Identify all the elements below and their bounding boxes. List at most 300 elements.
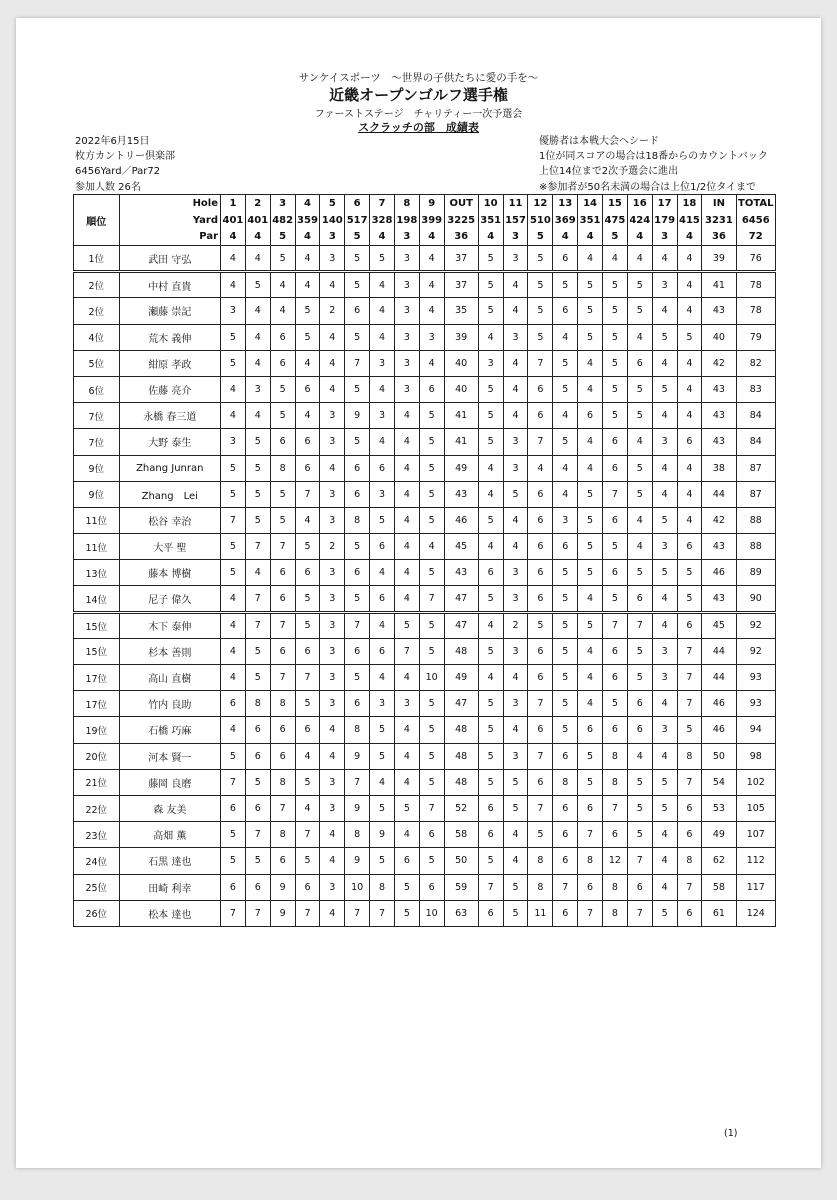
rank-header: 順位	[74, 195, 120, 246]
hole-score: 6	[602, 429, 627, 455]
hole-yardage: 359	[295, 212, 320, 229]
table-header	[74, 195, 776, 246]
hole-score: 5	[221, 848, 246, 874]
player-name: 松本 達也	[119, 900, 220, 926]
hole-score: 3	[652, 717, 677, 743]
hole-score: 2	[320, 298, 345, 324]
hole-score: 6	[677, 429, 702, 455]
hole-score: 5	[245, 769, 270, 795]
out-total: 47	[444, 612, 478, 638]
hole-score: 5	[503, 900, 528, 926]
hole-par: 4	[553, 229, 578, 246]
player-row	[74, 848, 776, 874]
hole-score: 8	[677, 743, 702, 769]
hole-score: 5	[578, 298, 603, 324]
hole-score: 5	[602, 298, 627, 324]
hole-score: 7	[578, 822, 603, 848]
hole-score: 6	[553, 795, 578, 821]
out-total: 40	[444, 376, 478, 402]
hole-score: 4	[478, 612, 503, 638]
hole-score: 5	[370, 507, 395, 533]
hole-score: 5	[345, 246, 370, 272]
hole-score: 3	[419, 324, 444, 350]
hole-score: 5	[627, 403, 652, 429]
hole-par: 4	[370, 229, 395, 246]
hole-score: 4	[221, 403, 246, 429]
hole-score: 2	[320, 534, 345, 560]
hole-score: 6	[245, 874, 270, 900]
hole-score: 3	[245, 376, 270, 402]
hole-score: 5	[221, 743, 246, 769]
player-rank: 13位	[74, 560, 120, 586]
hole-score: 6	[370, 455, 395, 481]
hole-score: 3	[320, 769, 345, 795]
total-score: 105	[736, 795, 775, 821]
hole-score: 6	[245, 717, 270, 743]
hole-score: 6	[578, 795, 603, 821]
hole-row	[74, 195, 776, 212]
in-total: 58	[702, 874, 736, 900]
total-score: 76	[736, 246, 775, 272]
hole-score: 12	[602, 848, 627, 874]
player-name: 石黒 達也	[119, 848, 220, 874]
total-score: 102	[736, 769, 775, 795]
hole-score: 4	[221, 586, 246, 612]
hole-score: 7	[528, 350, 553, 376]
player-name: 大野 泰生	[119, 429, 220, 455]
hole-par: 72	[736, 229, 775, 246]
yard-row-label: Yard	[119, 212, 220, 229]
hole-score: 6	[553, 534, 578, 560]
hole-score: 5	[295, 769, 320, 795]
hole-score: 4	[394, 481, 419, 507]
hole-score: 5	[221, 324, 246, 350]
hole-number: 1	[221, 195, 246, 212]
hole-score: 5	[652, 324, 677, 350]
total-score: 92	[736, 638, 775, 664]
hole-score: 9	[345, 795, 370, 821]
hole-score: 5	[478, 769, 503, 795]
player-rank: 23位	[74, 822, 120, 848]
hole-score: 4	[553, 324, 578, 350]
hole-score: 4	[503, 534, 528, 560]
hole-score: 5	[553, 429, 578, 455]
hole-score: 4	[677, 403, 702, 429]
hole-score: 5	[270, 376, 295, 402]
hole-score: 7	[627, 848, 652, 874]
hole-score: 7	[394, 638, 419, 664]
hole-score: 6	[602, 822, 627, 848]
hole-score: 6	[627, 691, 652, 717]
hole-score: 7	[419, 586, 444, 612]
yard-row	[74, 212, 776, 229]
hole-score: 7	[677, 874, 702, 900]
hole-score: 3	[221, 298, 246, 324]
hole-number: 15	[602, 195, 627, 212]
hole-score: 6	[553, 900, 578, 926]
hole-score: 3	[221, 429, 246, 455]
score-sheet	[16, 18, 821, 1168]
hole-yardage: 399	[419, 212, 444, 229]
hole-score: 5	[553, 638, 578, 664]
hole-score: 4	[627, 534, 652, 560]
out-total: 63	[444, 900, 478, 926]
hole-score: 10	[419, 665, 444, 691]
in-total: 38	[702, 455, 736, 481]
out-total: 47	[444, 691, 478, 717]
hole-score: 4	[578, 429, 603, 455]
player-name: 高山 直樹	[119, 665, 220, 691]
hole-score: 7	[627, 612, 652, 638]
total-score: 93	[736, 665, 775, 691]
hole-score: 5	[295, 848, 320, 874]
player-rank: 26位	[74, 900, 120, 926]
hole-score: 4	[394, 717, 419, 743]
hole-score: 3	[503, 324, 528, 350]
hole-score: 3	[320, 795, 345, 821]
hole-score: 5	[602, 403, 627, 429]
hole-number: 13	[553, 195, 578, 212]
player-row	[74, 376, 776, 402]
in-total: 44	[702, 481, 736, 507]
player-row	[74, 612, 776, 638]
hole-score: 5	[553, 717, 578, 743]
hole-score: 4	[295, 403, 320, 429]
player-name: 河本 賢一	[119, 743, 220, 769]
hole-par: 4	[478, 229, 503, 246]
hole-par: 5	[602, 229, 627, 246]
hole-score: 5	[578, 769, 603, 795]
hole-score: 4	[245, 350, 270, 376]
hole-yardage: 157	[503, 212, 528, 229]
hole-score: 3	[652, 638, 677, 664]
in-total: 43	[702, 403, 736, 429]
hole-score: 4	[320, 376, 345, 402]
hole-score: 6	[602, 638, 627, 664]
hole-score: 8	[602, 900, 627, 926]
hole-number: 9	[419, 195, 444, 212]
hole-score: 3	[320, 874, 345, 900]
in-total: 39	[702, 246, 736, 272]
in-total: 43	[702, 376, 736, 402]
hole-score: 5	[578, 560, 603, 586]
hole-par: 3	[652, 229, 677, 246]
hole-score: 4	[270, 298, 295, 324]
hole-score: 6	[270, 324, 295, 350]
hole-par: 36	[702, 229, 736, 246]
hole-score: 5	[553, 272, 578, 298]
hole-score: 8	[345, 717, 370, 743]
hole-score: 7	[270, 665, 295, 691]
hole-score: 4	[503, 298, 528, 324]
hole-score: 4	[320, 822, 345, 848]
total-score: 124	[736, 900, 775, 926]
hole-score: 5	[602, 534, 627, 560]
hole-score: 7	[245, 612, 270, 638]
hole-score: 4	[394, 403, 419, 429]
hole-yardage: 179	[652, 212, 677, 229]
hole-score: 5	[419, 429, 444, 455]
out-total: 52	[444, 795, 478, 821]
player-rank: 7位	[74, 403, 120, 429]
hole-score: 3	[652, 272, 677, 298]
total-score: 87	[736, 455, 775, 481]
hole-score: 5	[578, 324, 603, 350]
hole-score: 6	[221, 874, 246, 900]
total-score: 93	[736, 691, 775, 717]
hole-number: 7	[370, 195, 395, 212]
hole-score: 6	[270, 743, 295, 769]
hole-score: 5	[627, 376, 652, 402]
hole-score: 5	[345, 429, 370, 455]
hole-score: 7	[295, 900, 320, 926]
hole-score: 4	[419, 298, 444, 324]
hole-score: 4	[578, 376, 603, 402]
hole-score: 6	[602, 560, 627, 586]
player-rank: 15位	[74, 612, 120, 638]
hole-score: 6	[345, 455, 370, 481]
in-total: 61	[702, 900, 736, 926]
hole-score: 4	[578, 455, 603, 481]
hole-score: 8	[553, 769, 578, 795]
player-row	[74, 246, 776, 272]
hole-score: 6	[295, 717, 320, 743]
hole-score: 5	[221, 534, 246, 560]
hole-score: 8	[270, 769, 295, 795]
hole-score: 5	[528, 822, 553, 848]
hole-score: 5	[295, 298, 320, 324]
hole-par: 3	[320, 229, 345, 246]
hole-score: 5	[419, 560, 444, 586]
hole-number: 11	[503, 195, 528, 212]
hole-score: 7	[627, 900, 652, 926]
hole-score: 4	[370, 560, 395, 586]
player-rank: 6位	[74, 376, 120, 402]
hole-score: 4	[652, 848, 677, 874]
hole-score: 4	[320, 848, 345, 874]
hole-score: 6	[270, 717, 295, 743]
hole-score: 6	[677, 795, 702, 821]
total-score: 107	[736, 822, 775, 848]
hole-score: 4	[677, 481, 702, 507]
out-total: 49	[444, 665, 478, 691]
hole-yardage: 328	[370, 212, 395, 229]
hole-score: 5	[602, 350, 627, 376]
hole-score: 5	[627, 795, 652, 821]
hole-score: 7	[221, 900, 246, 926]
hole-yardage: 369	[553, 212, 578, 229]
hole-score: 6	[221, 795, 246, 821]
hole-score: 5	[478, 743, 503, 769]
hole-score: 6	[602, 665, 627, 691]
hole-score: 5	[419, 638, 444, 664]
hole-score: 5	[602, 376, 627, 402]
hole-score: 5	[245, 507, 270, 533]
hole-score: 5	[503, 769, 528, 795]
hole-score: 3	[503, 586, 528, 612]
hole-score: 7	[245, 586, 270, 612]
player-name: 大平 聖	[119, 534, 220, 560]
hole-number: 2	[245, 195, 270, 212]
hole-score: 4	[652, 246, 677, 272]
hole-yardage: 517	[345, 212, 370, 229]
hole-par: 4	[245, 229, 270, 246]
hole-score: 7	[553, 874, 578, 900]
hole-score: 4	[578, 638, 603, 664]
hole-score: 7	[478, 874, 503, 900]
hole-score: 3	[394, 691, 419, 717]
out-total: 47	[444, 586, 478, 612]
hole-score: 5	[345, 586, 370, 612]
hole-score: 4	[245, 246, 270, 272]
player-row	[74, 795, 776, 821]
player-rank: 7位	[74, 429, 120, 455]
hole-score: 4	[295, 246, 320, 272]
player-row	[74, 350, 776, 376]
hole-score: 4	[370, 769, 395, 795]
hole-score: 6	[528, 507, 553, 533]
player-name: 藤本 博樹	[119, 560, 220, 586]
hole-score: 7	[245, 822, 270, 848]
hole-score: 4	[419, 246, 444, 272]
hole-score: 6	[602, 507, 627, 533]
hole-score: 3	[370, 481, 395, 507]
hole-score: 3	[370, 350, 395, 376]
total-score: 117	[736, 874, 775, 900]
player-rank: 25位	[74, 874, 120, 900]
out-total: 50	[444, 848, 478, 874]
hole-score: 4	[478, 481, 503, 507]
player-row	[74, 769, 776, 795]
total-score: 87	[736, 481, 775, 507]
player-name: 田崎 利幸	[119, 874, 220, 900]
hole-score: 5	[370, 246, 395, 272]
hole-score: 6	[245, 795, 270, 821]
hole-score: 3	[553, 507, 578, 533]
player-name: 尼子 偉久	[119, 586, 220, 612]
hole-score: 3	[320, 429, 345, 455]
player-row	[74, 534, 776, 560]
hole-score: 7	[528, 429, 553, 455]
participant-count: 参加人数 26名	[75, 181, 141, 193]
out-total: 35	[444, 298, 478, 324]
hole-score: 6	[295, 376, 320, 402]
hole-score: 7	[602, 612, 627, 638]
hole-score: 3	[394, 350, 419, 376]
hole-score: 5	[503, 874, 528, 900]
hole-score: 6	[478, 560, 503, 586]
player-name: 松谷 幸治	[119, 507, 220, 533]
hole-score: 6	[627, 586, 652, 612]
hole-score: 5	[528, 324, 553, 350]
hole-score: 4	[578, 350, 603, 376]
hole-score: 8	[602, 743, 627, 769]
hole-score: 5	[245, 455, 270, 481]
hole-score: 6	[528, 586, 553, 612]
hole-score: 9	[270, 900, 295, 926]
hole-score: 5	[370, 795, 395, 821]
hole-score: 5	[553, 376, 578, 402]
division-title: スクラッチの部 成績表	[358, 121, 479, 134]
par-row-label: Par	[119, 229, 220, 246]
hole-number: 12	[528, 195, 553, 212]
hole-score: 7	[345, 612, 370, 638]
hole-score: 9	[345, 848, 370, 874]
hole-par: 4	[677, 229, 702, 246]
player-name: 荒木 義伸	[119, 324, 220, 350]
hole-score: 6	[221, 691, 246, 717]
hole-score: 8	[528, 874, 553, 900]
player-row	[74, 638, 776, 664]
hole-score: 5	[553, 665, 578, 691]
hole-score: 5	[245, 665, 270, 691]
hole-score: 4	[677, 350, 702, 376]
hole-score: 5	[221, 350, 246, 376]
hole-score: 3	[320, 691, 345, 717]
hole-yardage: 415	[677, 212, 702, 229]
hole-score: 4	[652, 298, 677, 324]
total-score: 82	[736, 350, 775, 376]
hole-score: 4	[627, 743, 652, 769]
hole-score: 3	[320, 638, 345, 664]
player-rank: 2位	[74, 298, 120, 324]
hole-score: 5	[345, 376, 370, 402]
in-total: 40	[702, 324, 736, 350]
hole-score: 6	[677, 534, 702, 560]
hole-score: 6	[627, 350, 652, 376]
hole-score: 4	[503, 507, 528, 533]
player-name: 藤岡 良磨	[119, 769, 220, 795]
hole-score: 5	[677, 586, 702, 612]
hole-score: 4	[478, 455, 503, 481]
hole-score: 3	[652, 534, 677, 560]
hole-score: 4	[221, 717, 246, 743]
player-row	[74, 455, 776, 481]
hole-score: 5	[652, 769, 677, 795]
hole-score: 4	[553, 403, 578, 429]
in-total: 41	[702, 272, 736, 298]
hole-score: 5	[478, 638, 503, 664]
hole-score: 3	[503, 560, 528, 586]
hole-score: 4	[295, 350, 320, 376]
hole-yardage: 424	[627, 212, 652, 229]
hole-score: 7	[295, 481, 320, 507]
hole-score: 3	[320, 586, 345, 612]
hole-par: 3	[503, 229, 528, 246]
hole-score: 5	[478, 691, 503, 717]
hole-score: 4	[394, 560, 419, 586]
hole-score: 7	[677, 691, 702, 717]
hole-score: 8	[370, 874, 395, 900]
out-total: 49	[444, 455, 478, 481]
hole-score: 10	[419, 900, 444, 926]
course-yardage: 6456Yard／Par72	[75, 166, 161, 178]
hole-number: IN	[702, 195, 736, 212]
hole-number: 3	[270, 195, 295, 212]
player-row	[74, 429, 776, 455]
player-name: 木下 泰伸	[119, 612, 220, 638]
hole-score: 5	[652, 795, 677, 821]
hole-score: 3	[320, 507, 345, 533]
in-total: 46	[702, 560, 736, 586]
hole-score: 5	[478, 586, 503, 612]
total-score: 79	[736, 324, 775, 350]
hole-score: 4	[677, 507, 702, 533]
hole-score: 3	[652, 665, 677, 691]
hole-score: 4	[370, 298, 395, 324]
hole-score: 4	[370, 429, 395, 455]
hole-score: 6	[295, 429, 320, 455]
